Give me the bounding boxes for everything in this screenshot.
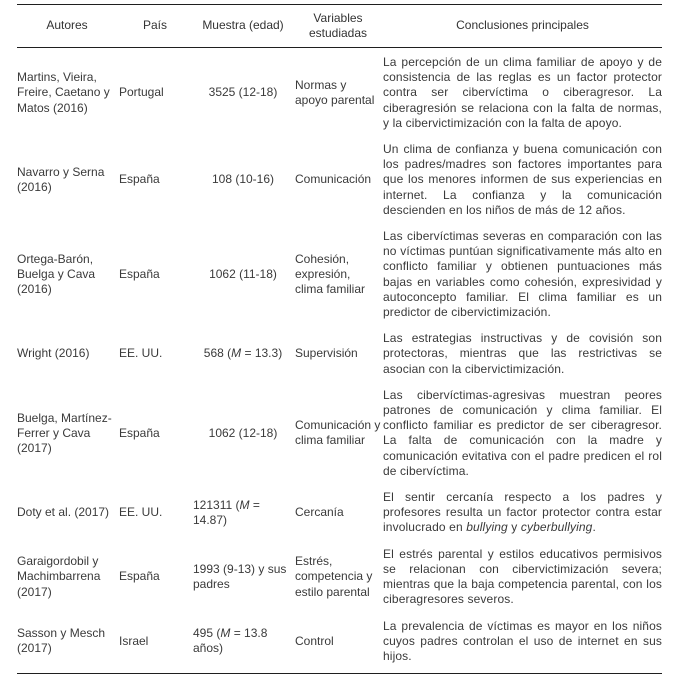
cell-variables: Cohesión, expresión, clima familiar xyxy=(295,251,366,297)
cell-muestra xyxy=(193,498,293,528)
muestra-value: 1062 (11-18) xyxy=(209,267,277,282)
cell-muestra xyxy=(193,85,293,100)
cell-pais: España xyxy=(119,172,160,187)
cell-autores: Garaigordobil y Machimbarrena (2017) xyxy=(17,554,101,599)
table-body xyxy=(17,48,662,673)
column-header-muestra: Muestra (edad) xyxy=(202,18,284,33)
table-header-row xyxy=(17,5,662,47)
muestra-value: 3525 (12-18) xyxy=(208,85,278,100)
cell-pais: Portugal xyxy=(119,85,164,100)
cell-pais: España xyxy=(119,267,160,282)
column-header-pais: País xyxy=(142,18,167,33)
cell-conclusiones: El estrés parental y estilos educativos permisivos se relacionan con cibervictimización severa; mientras que la baja competencia parental, con los ciberagresores severos. xyxy=(383,546,662,607)
column-header-variables: Variables estudiadas xyxy=(308,11,368,40)
muestra-value: 1062 (12-18) xyxy=(208,425,278,440)
cell-autores: Doty et al. (2017) xyxy=(17,505,110,520)
cell-autores: Wright (2016) xyxy=(17,346,90,361)
cell-autores: Ortega-Barón, Buelga y Cava (2016) xyxy=(17,251,96,297)
cell-variables: Cercanía xyxy=(295,505,344,520)
table-row xyxy=(17,388,662,479)
cell-variables: Control xyxy=(295,633,334,648)
cell-autores: Sasson y Mesch (2017) xyxy=(17,626,106,656)
muestra-value: 495 (M = 13.8 años) xyxy=(193,626,268,656)
cell-variables: Comunicación y clima familiar xyxy=(295,418,381,448)
cell-conclusiones: La percepción de un clima familiar de apoyo y de consistencia de las reglas es un factor protector contra ser cibervíctima o ciberagresor. La ciberagresión se relaciona con la falta de normas, y la cibervictimización con la falta de apoyo. xyxy=(383,55,662,130)
cell-muestra xyxy=(193,426,293,441)
cell-pais: EE. UU. xyxy=(119,505,163,520)
column-header-autores: Autores xyxy=(46,18,88,33)
cell-conclusiones: Las cibervíctimas severas en comparación con las no víctimas puntúan significativamente más alto en conflicto familiar y obtienen puntuaciones más bajas en variables como cohesión, expresividad y autoconcepto familiar. El clima familiar es un predictor de cibervictimización. xyxy=(383,229,662,320)
cell-conclusiones: Las estrategias instructivas y de covisión son protectoras, mientras que las restrictivas se asocian con la cibervictimización. xyxy=(383,331,662,376)
cell-pais: España xyxy=(119,569,160,584)
cell-muestra xyxy=(193,267,293,282)
table-row xyxy=(17,142,662,218)
cell-pais: España xyxy=(119,425,160,440)
cell-conclusiones: El sentir cercanía respecto a los padres y profesores resulta un factor protector contra estar involucrado en bullying y cyberbullying. xyxy=(383,490,662,535)
table-row xyxy=(17,331,662,377)
column-header-conclusiones: Conclusiones principales xyxy=(456,18,589,33)
muestra-value: 1993 (9-13) y sus padres xyxy=(193,561,287,592)
table-row xyxy=(17,490,662,536)
cell-autores: Buelga, Martínez-Ferrer y Cava (2017) xyxy=(17,410,112,456)
cell-muestra xyxy=(193,626,293,656)
table-bottom-rule xyxy=(17,673,662,674)
cell-variables: Normas y apoyo parental xyxy=(295,77,375,107)
cell-conclusiones: Las cibervíctimas-agresivas muestran peores patrones de comunicación y clima familiar. El conflicto familiar es predictor de ser ciberagresor. La falta de comunicación con la madre y comunicación evitativa con el padre predicen el rol de cibervíctima. xyxy=(383,387,662,478)
muestra-value: 568 (M = 13.3) xyxy=(203,346,283,361)
cell-conclusiones: Un clima de confianza y buena comunicación con los padres/madres son factores importantes para que los menores informen de sus experiencias en internet. La confianza y la comunicación descienden en los niños de más de 12 años. xyxy=(383,142,662,217)
cell-muestra xyxy=(193,172,293,187)
table-row xyxy=(17,547,662,608)
cell-variables: Estrés, competencia y estilo parental xyxy=(295,554,373,599)
table-row xyxy=(17,229,662,320)
cell-pais: Israel xyxy=(119,633,149,648)
cell-pais: EE. UU. xyxy=(119,346,163,361)
cell-variables: Comunicación xyxy=(295,172,372,187)
cell-muestra xyxy=(193,346,293,361)
table-row xyxy=(17,619,662,665)
cell-muestra xyxy=(193,562,293,592)
muestra-value: 108 (10-16) xyxy=(211,172,275,187)
studies-review-table xyxy=(17,4,662,674)
cell-autores: Navarro y Serna (2016) xyxy=(17,164,105,195)
table-row xyxy=(17,55,662,131)
muestra-value: 121311 (M = 14.87) xyxy=(193,497,260,527)
cell-autores: Martins, Vieira, Freire, Caetano y Matos (2016) xyxy=(17,70,110,115)
cell-variables: Supervisión xyxy=(295,346,358,361)
cell-conclusiones: La prevalencia de víctimas es mayor en los niños cuyos padres controlan el uso de internet en sus hijos. xyxy=(383,618,662,663)
